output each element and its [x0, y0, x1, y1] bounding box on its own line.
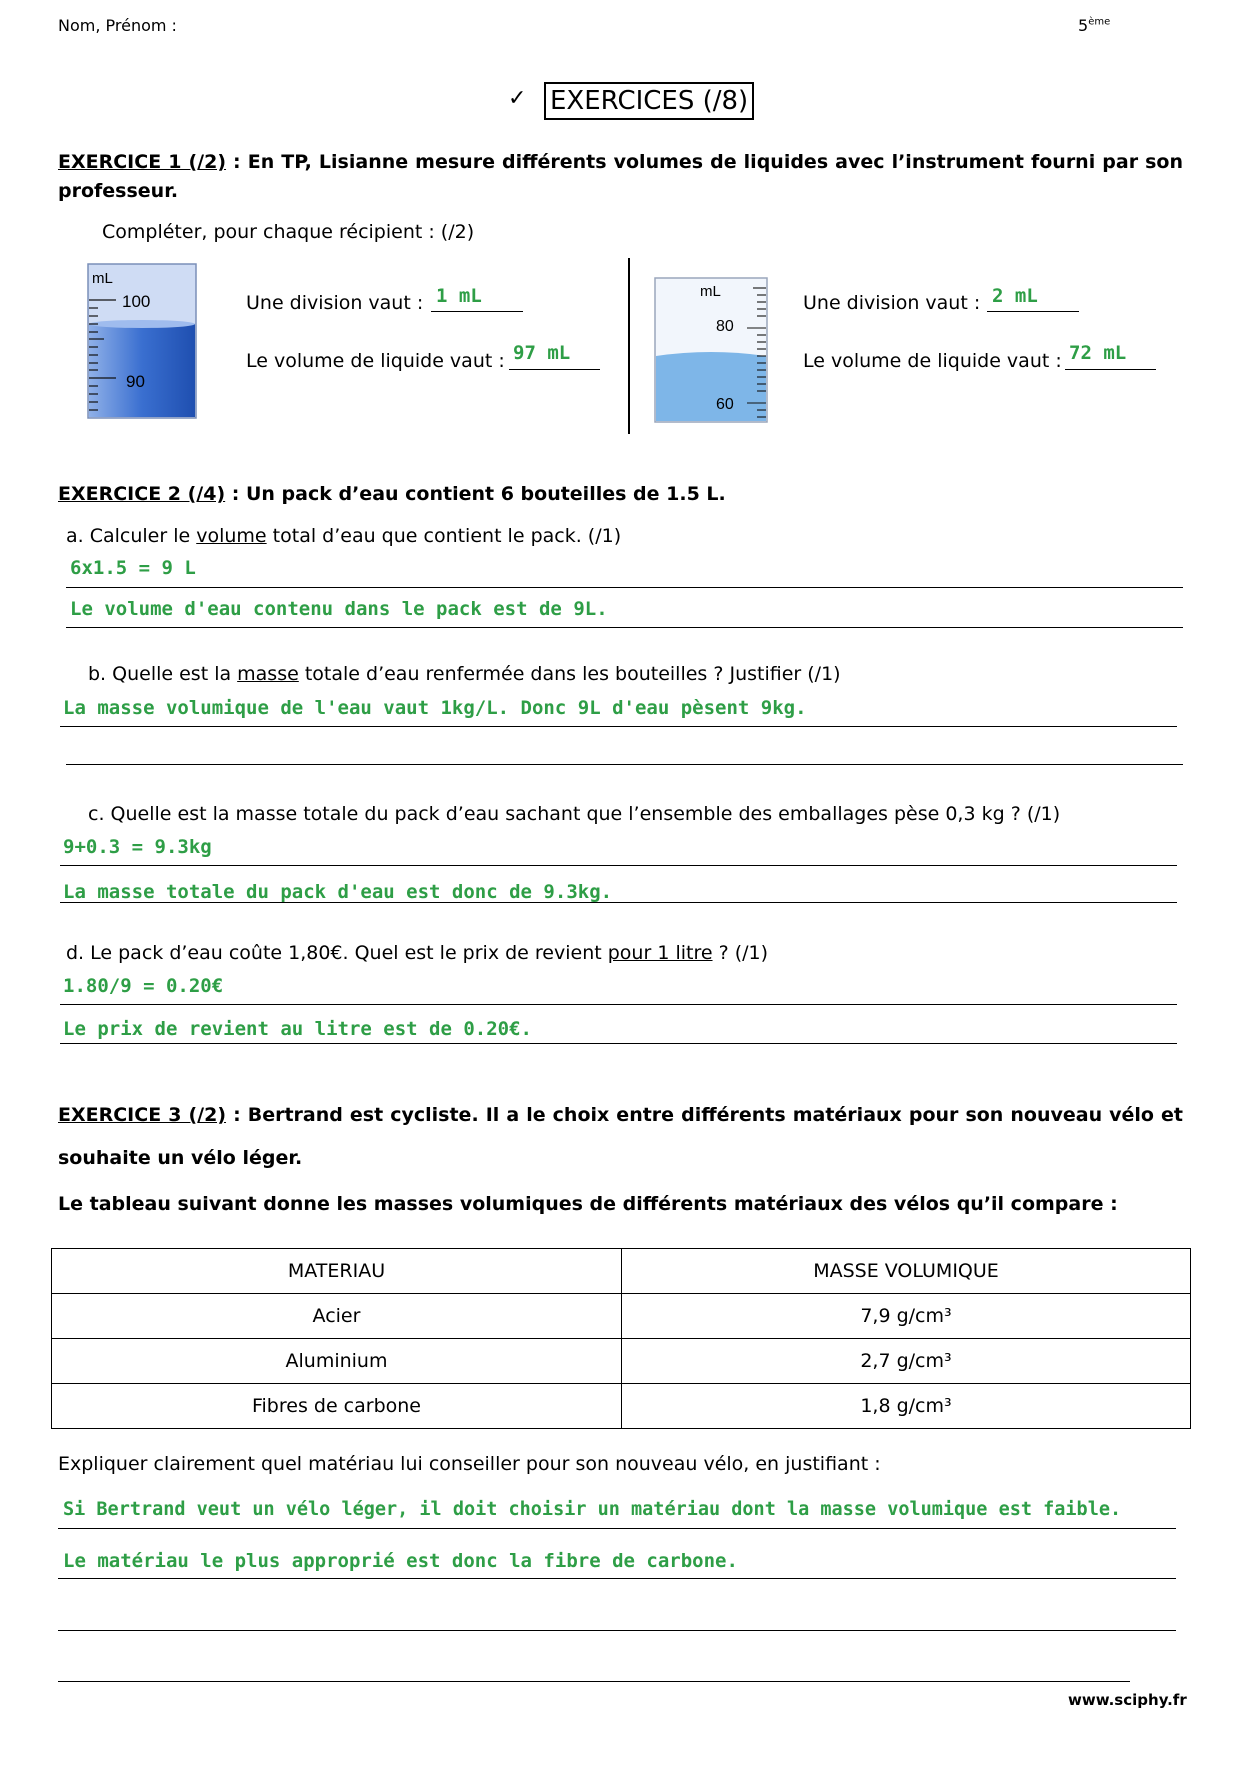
answer-line	[58, 1578, 1176, 1579]
ex2-answer-a1: 6x1.5 = 9 L	[70, 557, 196, 579]
grade-suffix: ème	[1088, 16, 1111, 28]
answer-line	[60, 1043, 1177, 1044]
ex3-answer-1: Si Bertrand veut un vélo léger, il doit choisir un matériau dont la masse volumique est faible.	[63, 1499, 1122, 1520]
answer-line	[58, 1681, 1130, 1682]
left-division-answer: 1 mL	[436, 285, 482, 307]
right-volume-underline	[1065, 369, 1156, 370]
right-division-label: Une division vaut :	[803, 292, 981, 314]
table-cell: Aluminium	[52, 1339, 622, 1384]
table-header-cell: MATERIAU	[52, 1249, 622, 1294]
ex2-question-d: d. Le pack d’eau coûte 1,80€. Quel est le prix de revient pour 1 litre ? (/1)	[66, 942, 769, 964]
table-header-cell: MASSE VOLUMIQUE	[622, 1249, 1191, 1294]
table-cell: 2,7 g/cm³	[622, 1339, 1191, 1384]
ex3-label: EXERCICE 3 (/2)	[58, 1104, 227, 1126]
right-division-answer: 2 mL	[992, 285, 1038, 307]
ex1-statement-line1: EXERCICE 1 (/2) : En TP, Lisianne mesure différents volumes de liquides avec l’instrument fourni par son	[58, 151, 1183, 173]
table-cell: 1,8 g/cm³	[622, 1384, 1191, 1429]
ex2-answer-d2: Le prix de revient au litre est de 0.20€.	[63, 1018, 532, 1040]
ex1-label: EXERCICE 1 (/2)	[58, 151, 227, 173]
answer-line	[66, 587, 1183, 588]
grade-label	[1078, 16, 1110, 35]
ex2-answer-b1: La masse volumique de l'eau vaut 1kg/L. Donc 9L d'eau pèsent 9kg.	[63, 697, 807, 719]
left-volume-label: Le volume de liquide vaut :	[246, 350, 505, 372]
right-volume-label: Le volume de liquide vaut :	[803, 350, 1062, 372]
ex2-question-a: a. Calculer le volume total d’eau que contient le pack. (/1)	[66, 525, 622, 547]
right-beaker-tick-bottom: 60	[716, 396, 734, 413]
table-row	[52, 1294, 1191, 1339]
left-volume-answer: 97 mL	[513, 342, 571, 364]
ex3-answer-2: Le matériau le plus approprié est donc la fibre de carbone.	[63, 1550, 738, 1572]
answer-line	[66, 764, 1183, 765]
page-title: EXERCICES (/8)	[544, 82, 754, 120]
ex1-statement-line2: professeur.	[58, 180, 179, 202]
answer-line	[60, 865, 1177, 866]
ex3-table-intro: Le tableau suivant donne les masses volumiques de différents matériaux des vélos qu’il compare :	[58, 1193, 1118, 1215]
ex1-instruction: Compléter, pour chaque récipient : (/2)	[102, 221, 475, 243]
ex1-statement: En TP, Lisianne mesure différents volumes de liquides avec l’instrument fourni par son	[247, 151, 1183, 173]
answer-line	[60, 902, 1177, 903]
answer-line	[60, 1004, 1177, 1005]
footer-site: www.sciphy.fr	[1068, 1691, 1187, 1709]
materials-table	[51, 1248, 1191, 1429]
answer-line	[58, 1528, 1176, 1529]
left-beaker-tick-bottom: 90	[126, 372, 145, 391]
table-header-row	[52, 1249, 1191, 1294]
left-beaker-tick-top: 100	[122, 292, 151, 311]
left-beaker-unit: mL	[92, 270, 113, 287]
column-separator	[628, 258, 630, 434]
table-cell: 7,9 g/cm³	[622, 1294, 1191, 1339]
right-volume-answer: 72 mL	[1069, 342, 1127, 364]
left-division-label: Une division vaut :	[246, 292, 424, 314]
left-volume-underline	[509, 369, 600, 370]
answer-line	[58, 1630, 1176, 1631]
ex3-statement-line2: souhaite un vélo léger.	[58, 1147, 303, 1169]
ex2-answer-a2: Le volume d'eau contenu dans le pack est de 9L.	[70, 598, 608, 620]
answer-line	[66, 627, 1183, 628]
right-beaker-unit: mL	[700, 283, 721, 300]
left-division-underline	[431, 311, 523, 312]
table-row	[52, 1339, 1191, 1384]
answer-line	[60, 726, 1177, 727]
ex3-statement-line1: EXERCICE 3 (/2) : Bertrand est cycliste. Il a le choix entre différents matériaux pour son nouveau vélo et	[58, 1104, 1183, 1126]
right-division-underline	[987, 311, 1079, 312]
ex2-label: EXERCICE 2 (/4)	[58, 483, 226, 505]
ex2-statement: EXERCICE 2 (/4) : Un pack d’eau contient 6 bouteilles de 1.5 L.	[58, 483, 726, 505]
check-icon: ✓	[508, 86, 527, 111]
table-cell: Acier	[52, 1294, 622, 1339]
ex2-question-b: b. Quelle est la masse totale d’eau renfermée dans les bouteilles ? Justifier (/1)	[88, 663, 841, 685]
name-label: Nom, Prénom :	[58, 16, 177, 35]
ex2-answer-c1: 9+0.3 = 9.3kg	[63, 836, 212, 858]
ex2-question-c: c. Quelle est la masse totale du pack d’eau sachant que l’ensemble des emballages pèse 0,3 kg ? (/1)	[88, 803, 1061, 825]
table-row	[52, 1384, 1191, 1429]
grade-number: 5	[1078, 16, 1089, 35]
ex2-answer-c2: La masse totale du pack d'eau est donc de 9.3kg.	[63, 881, 613, 903]
ex2-answer-d1: 1.80/9 = 0.20€	[63, 975, 224, 997]
ex3-question: Expliquer clairement quel matériau lui conseiller pour son nouveau vélo, en justifiant :	[58, 1453, 881, 1475]
table-cell: Fibres de carbone	[52, 1384, 622, 1429]
right-beaker-tick-top: 80	[716, 318, 734, 335]
